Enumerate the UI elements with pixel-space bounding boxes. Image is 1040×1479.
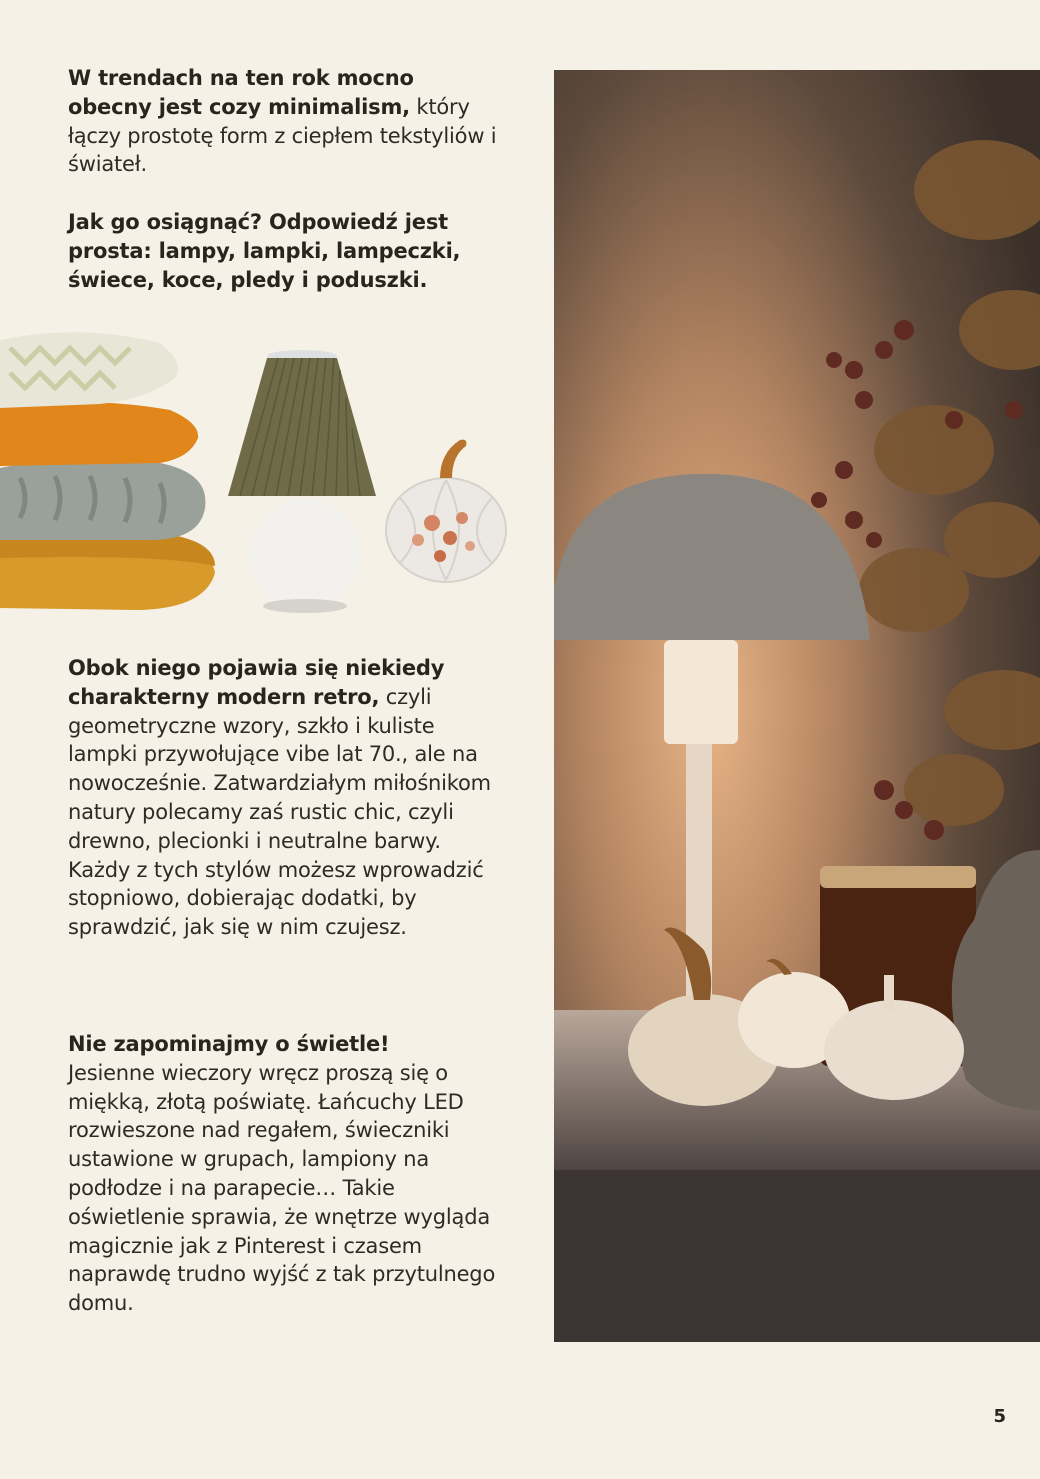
pleated-lamp-image bbox=[228, 350, 376, 613]
light-paragraph bbox=[68, 1030, 498, 1318]
lamp-photo-image bbox=[554, 70, 1040, 1342]
light-heading: Nie zapominajmy o świetle! bbox=[68, 1032, 390, 1056]
retro-paragraph bbox=[68, 654, 498, 942]
retro-bold: Obok niego pojawia się niekiedy charakterny modern retro, bbox=[68, 656, 445, 709]
pillow-stack-image bbox=[0, 332, 215, 610]
intro-bold: W trendach na ten rok mocno obecny jest cozy minimalism, bbox=[68, 66, 414, 119]
products-illustration bbox=[0, 318, 520, 618]
retro-rest: czyli geometryczne wzory, szkło i kuliste lampki przywołujące vibe lat 70., ale na nowocześnie. Zatwardziałym miłośnikom natury polecamy zaś rustic chic, czyli drewno, plecionki i neutralne barwy. Każdy z tych stylów możesz wprowadzić stopniowo, dobierając dodatki, by sprawdzić, jak się w nim czujesz. bbox=[68, 684, 491, 940]
intro-rest: który łączy prostotę form z ciepłem tekstyliów i świateł. bbox=[68, 94, 497, 177]
light-rest: Jesienne wieczory wręcz proszą się o miękką, złotą poświatę. Łańcuchy LED rozwieszone nad regałem, świeczniki ustawione w grupach, lampiony na podłodze i na parapecie… Takie oświetlenie sprawia, że wnętrze wygląda magicznie jak z Pinterest i czasem naprawdę trudno wyjść z tak przytulnego domu. bbox=[68, 1060, 496, 1316]
page-number: 5 bbox=[993, 1406, 1006, 1427]
intro-paragraph bbox=[68, 64, 498, 179]
glass-pumpkin-image bbox=[386, 440, 506, 582]
question-paragraph bbox=[68, 208, 498, 294]
question-bold: Jak go osiągnąć? Odpowiedź jest prosta: lampy, lampki, lampeczki, świece, koce, pledy i poduszki. bbox=[68, 210, 461, 292]
